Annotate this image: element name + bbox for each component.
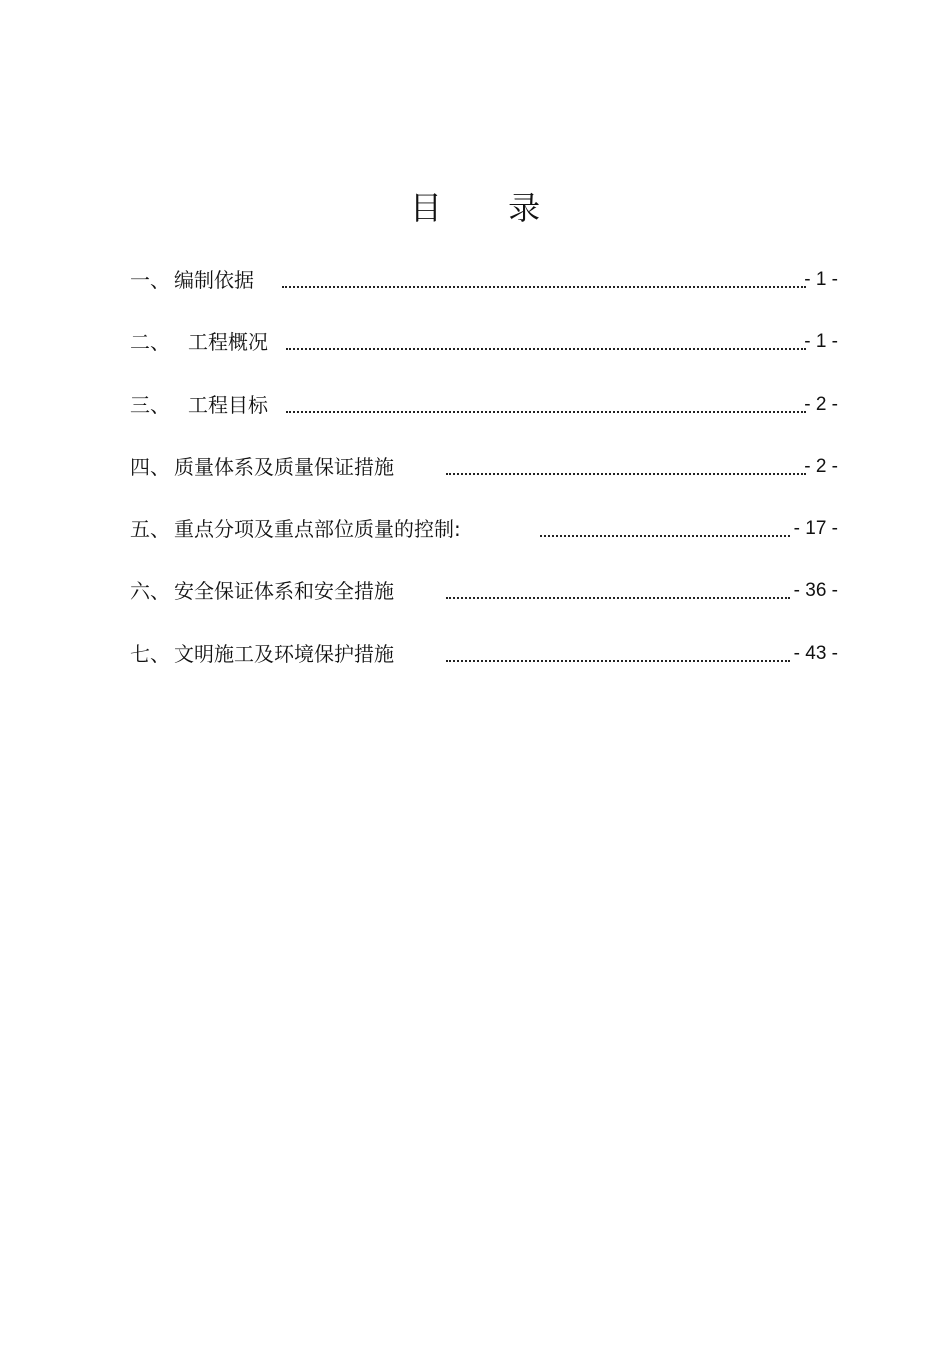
toc-entry-number: 三、 xyxy=(130,392,170,417)
toc-entry-number: 五、 xyxy=(130,517,170,542)
toc-dot-leader xyxy=(446,656,790,662)
toc-entry-title: 安全保证体系和安全措施 xyxy=(174,579,394,604)
toc-entry-number: 二、 xyxy=(130,330,170,355)
toc-entry[interactable] xyxy=(130,632,838,694)
toc-entry-title: 文明施工及环境保护措施 xyxy=(174,641,394,666)
toc-entry-number: 七、 xyxy=(130,641,170,666)
toc-entry[interactable] xyxy=(130,507,838,569)
toc-dot-leader xyxy=(286,407,806,413)
toc-entry-page: - 36 - xyxy=(793,580,838,602)
toc-entry-title: 编制依据 xyxy=(174,268,254,292)
toc-entry-page: - 1 - xyxy=(804,331,838,353)
toc-entry-page: - 1 - xyxy=(804,269,838,290)
toc-dot-leader xyxy=(286,344,806,350)
toc-entry-number: 六、 xyxy=(130,579,170,604)
toc-entry-title: 重点分项及重点部位质量的控制: xyxy=(174,517,461,542)
toc-entry-number: 一、 xyxy=(130,268,170,292)
toc-entry-title: 工程目标 xyxy=(188,392,268,417)
toc-entry-title: 工程概况 xyxy=(188,330,268,355)
toc-entry-page: - 17 - xyxy=(793,518,838,540)
toc-dot-leader xyxy=(446,593,790,599)
toc-entry[interactable] xyxy=(130,569,838,631)
toc-dot-leader xyxy=(282,282,806,288)
toc-entry[interactable] xyxy=(130,320,838,382)
toc-dot-leader xyxy=(540,531,790,537)
toc-title: 目 录 xyxy=(409,189,569,227)
toc-entry-title: 质量体系及质量保证措施 xyxy=(174,454,394,479)
toc-entry-number: 四、 xyxy=(130,454,170,479)
toc-entry[interactable] xyxy=(130,445,838,507)
toc-entry-page: - 2 - xyxy=(804,455,838,477)
toc-entry[interactable] xyxy=(130,383,838,445)
toc-list xyxy=(130,258,838,694)
toc-entry-page: - 2 - xyxy=(804,393,838,415)
toc-dot-leader xyxy=(446,469,806,475)
toc-entry-page: - 43 - xyxy=(793,642,838,664)
toc-entry[interactable] xyxy=(130,258,838,320)
